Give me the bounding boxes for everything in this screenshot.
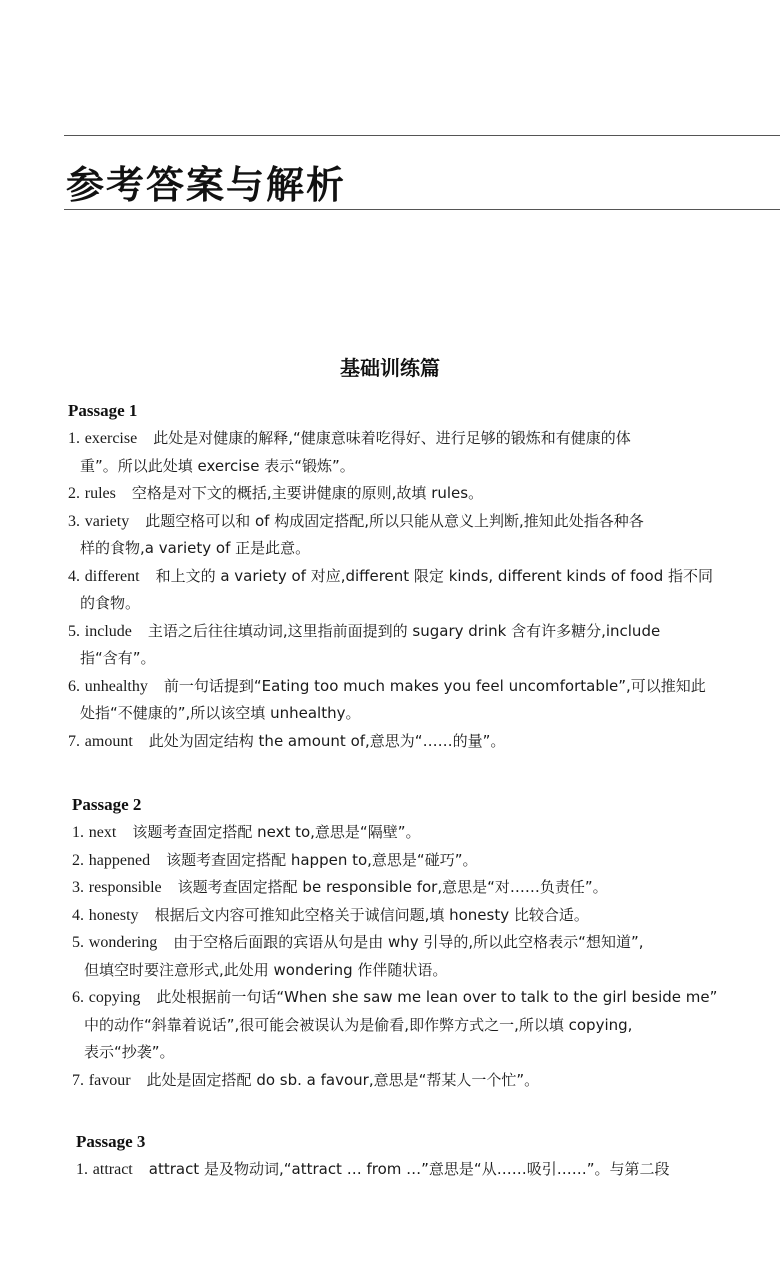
item-explanation-cont: 样的食物,a variety of 正是此意。 <box>80 539 311 557</box>
answer-item <box>68 673 780 728</box>
passage-title: Passage 2 <box>72 795 142 814</box>
item-answer: rules <box>84 485 116 502</box>
answer-item <box>72 847 780 875</box>
item-number: 5. <box>72 934 84 951</box>
item-explanation: attract 是及物动词,“attract … from …”意思是“从……吸引……”。与第二段 <box>148 1160 670 1178</box>
item-number: 3. <box>68 512 80 530</box>
item-explanation: 根据后文内容可推知此空格关于诚信问题,填 honesty 比较合适。 <box>154 905 589 924</box>
passage-3 <box>76 1132 780 1184</box>
item-explanation: 此处为固定结构 the amount of,意思为“……的量”。 <box>148 731 506 750</box>
item-answer: wondering <box>88 934 158 951</box>
passage-2 <box>72 795 780 1094</box>
passage-title: Passage 3 <box>76 1132 146 1151</box>
answer-item <box>76 1156 780 1184</box>
item-answer: responsible <box>88 879 162 896</box>
item-answer: amount <box>84 732 133 750</box>
chapter-title: 参考答案与解析 <box>66 162 347 207</box>
item-explanation: 主语之后往往填动词,这里指前面提到的 sugary drink 含有许多糖分,include <box>147 621 661 640</box>
item-explanation: 和上文的 a variety of 对应,different 限定 kinds, different kinds of food 指不同 <box>155 566 714 585</box>
item-number: 7. <box>72 1071 84 1089</box>
item-answer: honesty <box>88 906 139 924</box>
item-number: 2. <box>72 851 84 869</box>
item-number: 5. <box>68 622 80 640</box>
answer-item <box>72 929 780 984</box>
answer-item <box>68 728 780 756</box>
answer-item <box>68 425 780 480</box>
header-rule-bottom <box>64 209 780 210</box>
item-number: 4. <box>68 567 80 585</box>
item-explanation: 此题空格可以和 of 构成固定搭配,所以只能从意义上判断,推知此处指各种各 <box>145 511 644 530</box>
item-explanation: 此处是固定搭配 do sb. a favour,意思是“帮某人一个忙”。 <box>146 1070 540 1089</box>
item-explanation-cont: 指“含有”。 <box>80 649 156 667</box>
section-title: 基础训练篇 <box>340 356 440 380</box>
answer-item <box>72 874 780 902</box>
item-number: 4. <box>72 906 84 924</box>
answer-item <box>68 508 780 563</box>
answer-item <box>72 902 780 930</box>
item-number: 3. <box>72 879 84 896</box>
item-explanation-cont: 中的动作“斜靠着说话”,很可能会被误认为是偷看,即作弊方式之一,所以填 copying, <box>84 1015 633 1034</box>
item-explanation: 此处是对健康的解释,“健康意味着吃得好、进行足够的锻炼和有健康的体 <box>153 429 631 447</box>
item-answer: favour <box>88 1071 131 1089</box>
item-explanation: 此处根据前一句话“When she saw me lean over to talk to the girl beside me” <box>156 988 718 1006</box>
item-answer: copying <box>88 989 141 1006</box>
item-number: 7. <box>68 732 80 750</box>
item-explanation-cont: 处指“不健康的”,所以该空填 unhealthy。 <box>80 704 361 722</box>
item-answer: different <box>84 567 140 585</box>
header-rule-top <box>64 135 780 136</box>
item-answer: happened <box>88 851 151 869</box>
answer-item <box>72 819 780 847</box>
item-answer: next <box>88 824 117 841</box>
passage-1 <box>68 401 780 755</box>
item-explanation: 该题考查固定搭配 happen to,意思是“碰巧”。 <box>166 850 478 869</box>
item-explanation: 前一句话提到“Eating too much makes you feel uncomfortable”,可以推知此 <box>163 676 706 695</box>
answer-item <box>68 480 780 508</box>
item-explanation: 该题考查固定搭配 be responsible for,意思是“对……负责任”。 <box>177 878 608 896</box>
answer-item <box>72 984 780 1067</box>
item-number: 6. <box>72 989 84 1006</box>
item-explanation-cont: 但填空时要注意形式,此处用 wondering 作伴随状语。 <box>84 960 448 979</box>
item-explanation: 该题考查固定搭配 next to,意思是“隔壁”。 <box>132 823 421 841</box>
item-answer: include <box>84 622 132 640</box>
item-number: 1. <box>76 1161 88 1178</box>
item-answer: exercise <box>84 430 138 447</box>
item-answer: variety <box>84 512 130 530</box>
answer-item <box>68 618 780 673</box>
passage-title: Passage 1 <box>68 401 138 420</box>
answer-item <box>72 1067 780 1095</box>
item-number: 6. <box>68 677 80 695</box>
item-explanation: 由于空格后面跟的宾语从句是由 why 引导的,所以此空格表示“想知道”, <box>173 933 644 951</box>
item-explanation: 空格是对下文的概括,主要讲健康的原则,故填 rules。 <box>131 484 484 502</box>
item-answer: unhealthy <box>84 677 148 695</box>
item-answer: attract <box>92 1161 133 1178</box>
answer-item <box>68 563 780 618</box>
item-number: 1. <box>72 824 84 841</box>
item-explanation-cont: 重”。所以此处填 exercise 表示“锻炼”。 <box>80 456 355 475</box>
item-number: 2. <box>68 485 80 502</box>
item-number: 1. <box>68 430 80 447</box>
item-explanation-cont: 表示“抄袭”。 <box>84 1043 175 1061</box>
item-explanation-cont: 的食物。 <box>80 594 141 612</box>
